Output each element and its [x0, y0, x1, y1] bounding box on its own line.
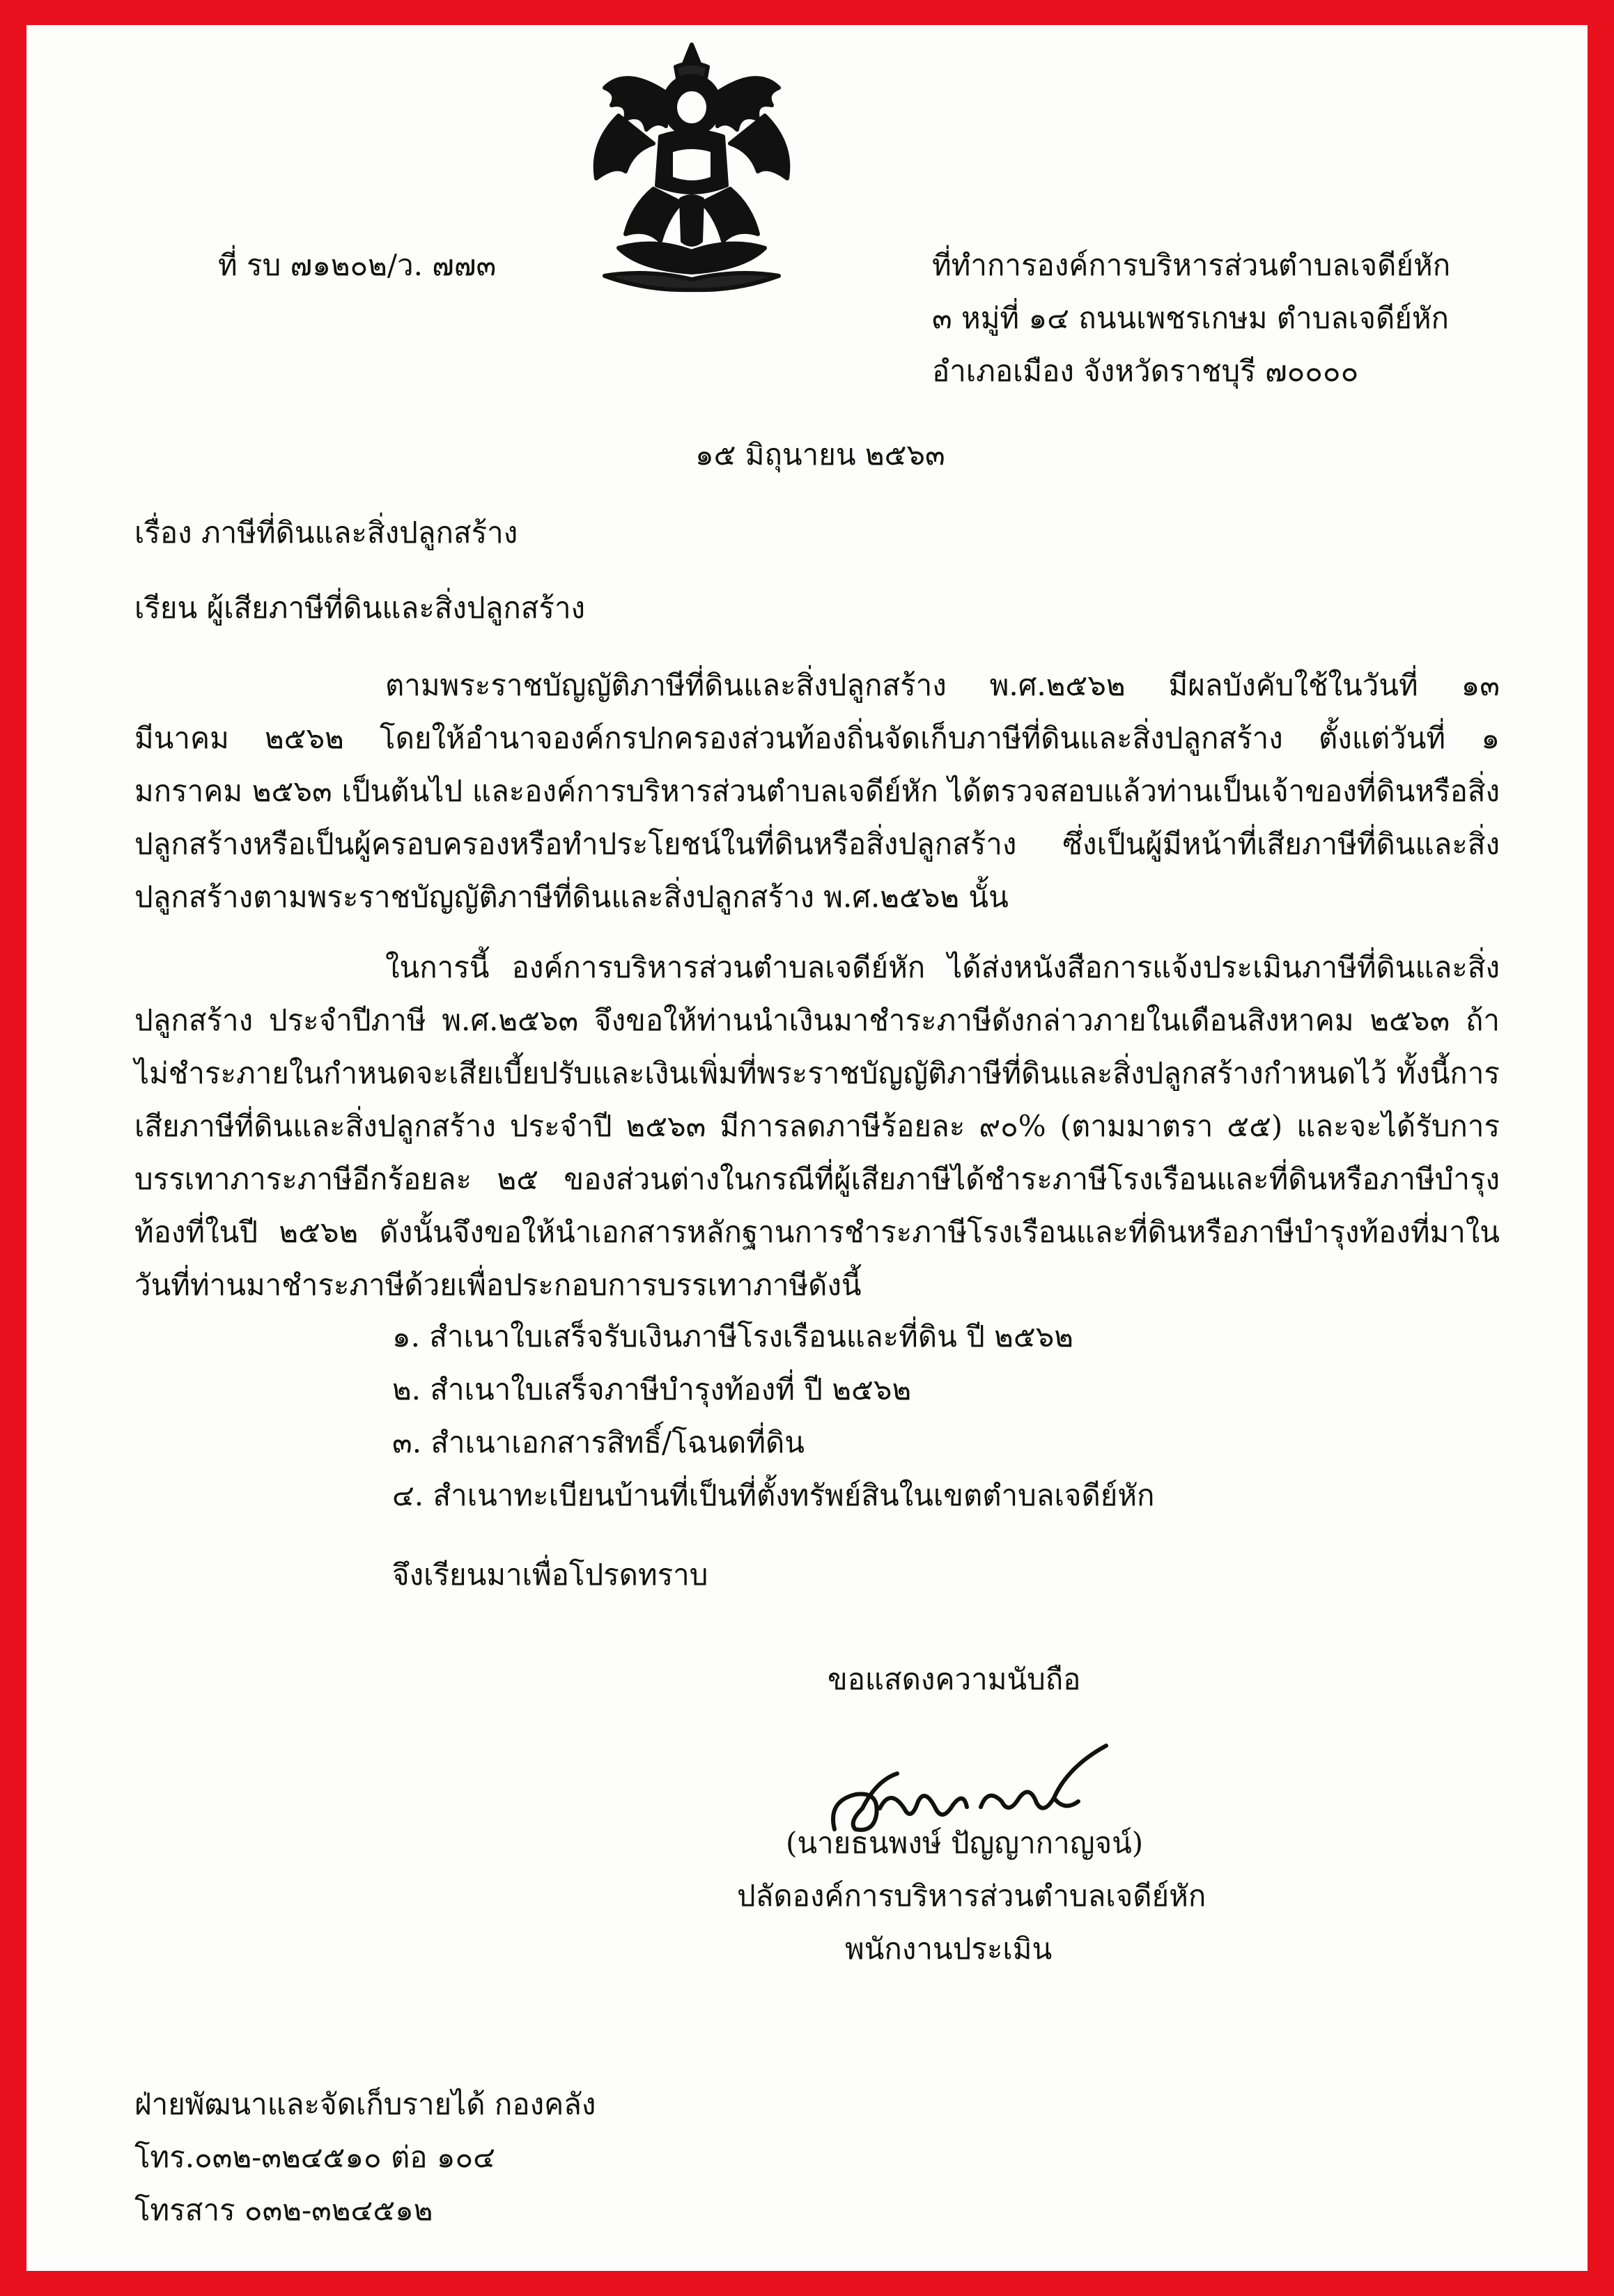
body-paragraph-1-text: ตามพระราชบัญญัติภาษีที่ดินและสิ่งปลูกสร้าง พ.ศ.๒๕๖๒ มีผลบังคับใช้ในวันที่ ๑๓ มีนาคม ๒๕๖๒ โดยให้อำนาจองค์กรปกครองส่วนท้องถิ่นจัดเก็บภาษีที่ดินและสิ่งปลูกสร้าง ตั้งแต่วันที่ ๑ มกราคม ๒๕๖๓ เป็นต้นไป และองค์การบริหารส่วนตำบลเจดีย์หัก ได้ตรวจสอบแล้วท่านเป็นเจ้าของที่ดินหรือสิ่งปลูกสร้างหรือเป็นผู้ครอบครองหรือทำประโยชน์ในที่ดินหรือสิ่งปลูกสร้าง ซึ่งเป็นผู้มีหน้าที่เสียภาษีที่ดินและสิ่งปลูกสร้างตามพระราชบัญญัติภาษีที่ดินและสิ่งปลูกสร้าง พ.ศ.๒๕๖๒ นั้น — [134, 668, 1500, 914]
body-paragraph-1 — [134, 659, 1500, 924]
footer-department: ฝ่ายพัฒนาและจัดเก็บรายได้ กองคลัง — [134, 2087, 596, 2121]
garuda-emblem-icon — [577, 39, 807, 297]
recipient-line: เรียน ผู้เสียภาษีที่ดินและสิ่งปลูกสร้าง — [134, 591, 586, 625]
letter-date: ๑๕ มิถุนายน ๒๕๖๓ — [695, 437, 945, 472]
footer-phone: โทร.๐๓๒-๓๒๔๕๑๐ ต่อ ๑๐๔ — [134, 2140, 495, 2174]
body-paragraph-2-text: ในการนี้ องค์การบริหารส่วนตำบลเจดีย์หัก ได้ส่งหนังสือการแจ้งประเมินภาษีที่ดินและสิ่งปลูกสร้าง ประจำปีภาษี พ.ศ.๒๕๖๓ จึงขอให้ท่านนำเงินมาชำระภาษีดังกล่าวภายในเดือนสิงหาคม ๒๕๖๓ ถ้าไม่ชำระภายในกำหนดจะเสียเบี้ยปรับและเงินเพิ่มที่พระราชบัญญัติภาษีที่ดินและสิ่งปลูกสร้างกำหนดไว้ ทั้งนี้การเสียภาษีที่ดินและสิ่งปลูกสร้าง ประจำปี ๒๕๖๓ มีการลดภาษีร้อยละ ๙๐% (ตามมาตรา ๕๕) และจะได้รับการบรรเทาภาระภาษีอีกร้อยละ ๒๕ ของส่วนต่างในกรณีที่ผู้เสียภาษีได้ชำระภาษีโรงเรือนและที่ดินหรือภาษีบำรุงท้องที่ในปี ๒๕๖๒ ดังนั้นจึงขอให้นำเอกสารหลักฐานการชำระภาษีโรงเรือนและที่ดินหรือภาษีบำรุงท้องที่มาในวันที่ท่านมาชำระภาษีด้วยเพื่อประกอบการบรรเทาภาษีดังนี้ — [134, 950, 1500, 1302]
body-paragraph-2 — [134, 941, 1500, 1312]
list-item-2: ๒. สำเนาใบเสร็จภาษีบำรุงท้องที่ ปี ๒๕๖๒ — [392, 1372, 912, 1406]
signer-position-1: ปลัดองค์การบริหารส่วนตำบลเจดีย์หัก — [737, 1879, 1206, 1913]
signer-position-2: พนักงานประเมิน — [845, 1932, 1053, 1966]
closing-salutation: ขอแสดงความนับถือ — [828, 1662, 1081, 1696]
closing-request: จึงเรียนมาเพื่อโปรดทราบ — [392, 1558, 708, 1592]
footer-fax: โทรสาร ๐๓๒-๓๒๔๕๑๒ — [134, 2193, 433, 2227]
signer-name: (นายธนพงษ์ ปัญญากาญจน์) — [786, 1826, 1144, 1860]
subject-line: เรื่อง ภาษีที่ดินและสิ่งปลูกสร้าง — [134, 515, 518, 550]
address-line-1: ที่ทำการองค์การบริหารส่วนตำบลเจดีย์หัก — [932, 248, 1451, 282]
list-item-4: ๔. สำเนาทะเบียนบ้านที่เป็นที่ตั้งทรัพย์สินในเขตตำบลเจดีย์หัก — [392, 1478, 1155, 1512]
address-line-2: ๓ หมู่ที่ ๑๔ ถนนเพชรเกษม ตำบลเจดีย์หัก — [932, 301, 1449, 335]
letter-page — [26, 25, 1588, 2271]
list-item-3: ๓. สำเนาเอกสารสิทธิ์/โฉนดที่ดิน — [392, 1425, 805, 1459]
address-line-3: อำเภอเมือง จังหวัดราชบุรี ๗๐๐๐๐ — [932, 354, 1359, 388]
reference-number: ที่ รบ ๗๑๒๐๒/ว. ๗๗๓ — [218, 248, 497, 282]
list-item-1: ๑. สำเนาใบเสร็จรับเงินภาษีโรงเรือนและที่ดิน ปี ๒๕๖๒ — [392, 1319, 1073, 1353]
